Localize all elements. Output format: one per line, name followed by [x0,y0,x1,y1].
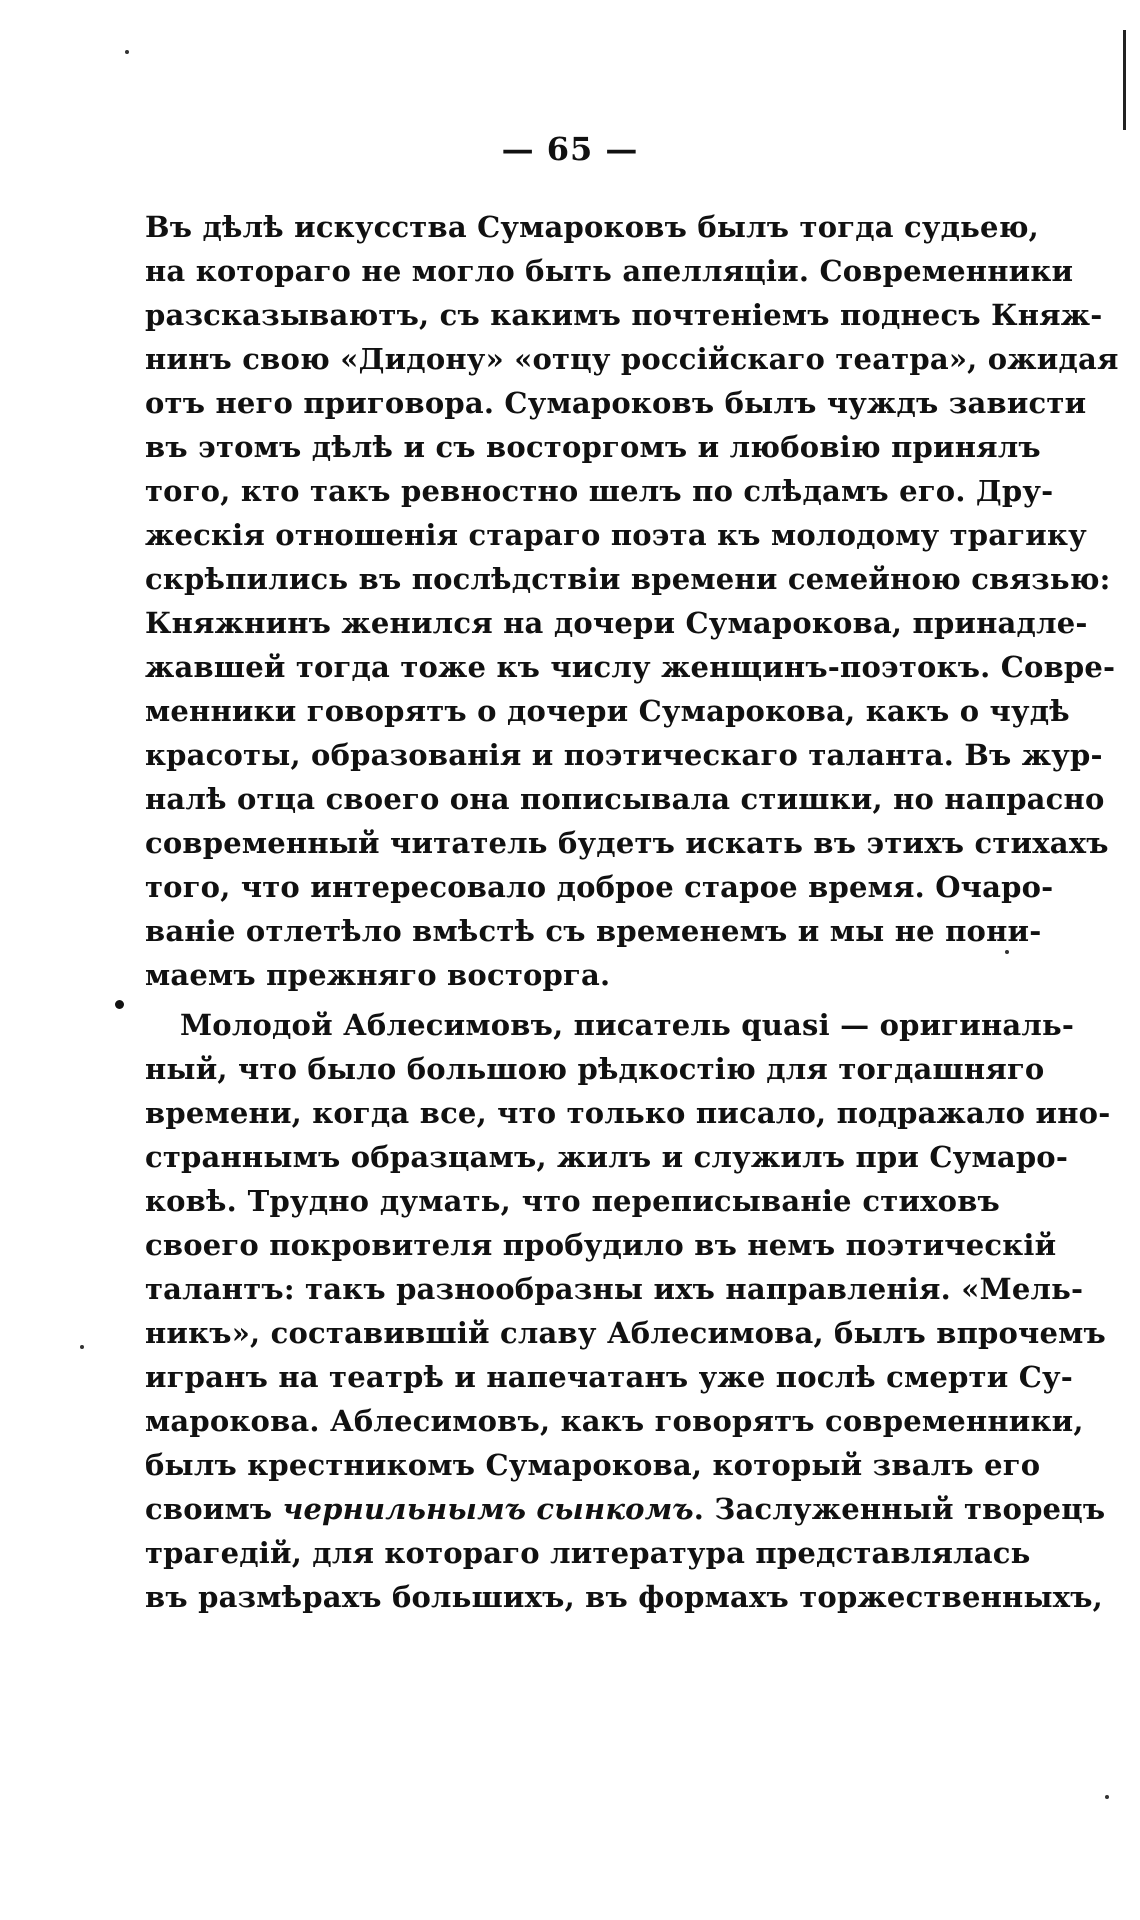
text-line: на котораго не могло быть апелляціи. Современники [145,254,1074,288]
text-line: въ размѣрахъ большихъ, въ формахъ торжественныхъ, [145,1580,1103,1614]
paragraph-1 [145,205,1119,997]
text-line: налѣ отца своего она пописывала стишки, но напрасно [145,782,1105,816]
text-fragment: . Заслуженный творецъ [693,1492,1106,1526]
text-line: Княжнинъ женился на дочери Сумарокова, принадле- [145,606,1088,640]
text-fragment: своимъ [145,1492,283,1526]
text-line: Молодой Аблесимовъ, писатель quasi — оригиналь- [180,1008,1075,1042]
text-line: красоты, образованія и поэтическаго таланта. Въ жур- [145,738,1103,772]
text-line: ный, что было большою рѣдкостію для тогдашняго [145,1052,1045,1086]
text-line: Въ дѣлѣ искусства Сумароковъ былъ тогда судьею, [145,210,1039,244]
text-line: жескія отношенія стараго поэта къ молодому трагику [145,518,1087,552]
paragraph-2 [145,1003,1111,1619]
text-line: нинъ свою «Дидону» «отцу россійскаго театра», ожидая [145,342,1119,376]
ink-speck [1005,950,1009,954]
text-line: въ этомъ дѣлѣ и съ восторгомъ и любовію принялъ [145,430,1041,464]
text-line: талантъ: такъ разнообразны ихъ направленія. «Мель- [145,1272,1084,1306]
italic-phrase: чернильнымъ сынкомъ [282,1492,694,1526]
text-line: жавшей тогда тоже къ числу женщинъ-поэтокъ. Совре- [145,650,1116,684]
text-line: современный читатель будетъ искать въ этихъ стихахъ [145,826,1109,860]
text-line: марокова. Аблесимовъ, какъ говорятъ современники, [145,1404,1084,1438]
text-line: былъ крестникомъ Сумарокова, который звалъ его [145,1448,1041,1482]
text-line: отъ него приговора. Сумароковъ былъ чуждъ зависти [145,386,1087,420]
text-line: игранъ на театрѣ и напечатанъ уже послѣ смерти Су- [145,1360,1074,1394]
text-line: ковѣ. Трудно думать, что переписываніе стиховъ [145,1184,1000,1218]
text-line: трагедій, для котораго литература представлялась [145,1536,1031,1570]
text-line-with-italic [145,1487,1106,1531]
page-number: — 65 — [501,130,639,168]
text-line: ваніе отлетѣло вмѣстѣ съ временемъ и мы не пони- [145,914,1042,948]
ink-speck [1105,1795,1109,1799]
ink-blot [115,1000,124,1009]
body-text [145,205,1119,1619]
text-line: скрѣпились въ послѣдствіи времени семейною связью: [145,562,1111,596]
text-line: своего покровителя пробудило въ немъ поэтическій [145,1228,1057,1262]
text-line: того, кто такъ ревностно шелъ по слѣдамъ его. Дру- [145,474,1054,508]
text-line: разсказываютъ, съ какимъ почтеніемъ поднесъ Княж- [145,298,1103,332]
text-line: страннымъ образцамъ, жилъ и служилъ при Сумаро- [145,1140,1069,1174]
text-line: маемъ прежняго восторга. [145,958,611,992]
text-line: времени, когда все, что только писало, подражало ино- [145,1096,1111,1130]
text-line: менники говорятъ о дочери Сумарокова, какъ о чудѣ [145,694,1070,728]
text-line: того, что интересовало доброе старое время. Очаро- [145,870,1054,904]
ink-speck [125,50,129,54]
page-edge-line [1123,30,1126,130]
ink-speck [80,1345,84,1349]
text-line: никъ», составившій славу Аблесимова, былъ впрочемъ [145,1316,1106,1350]
